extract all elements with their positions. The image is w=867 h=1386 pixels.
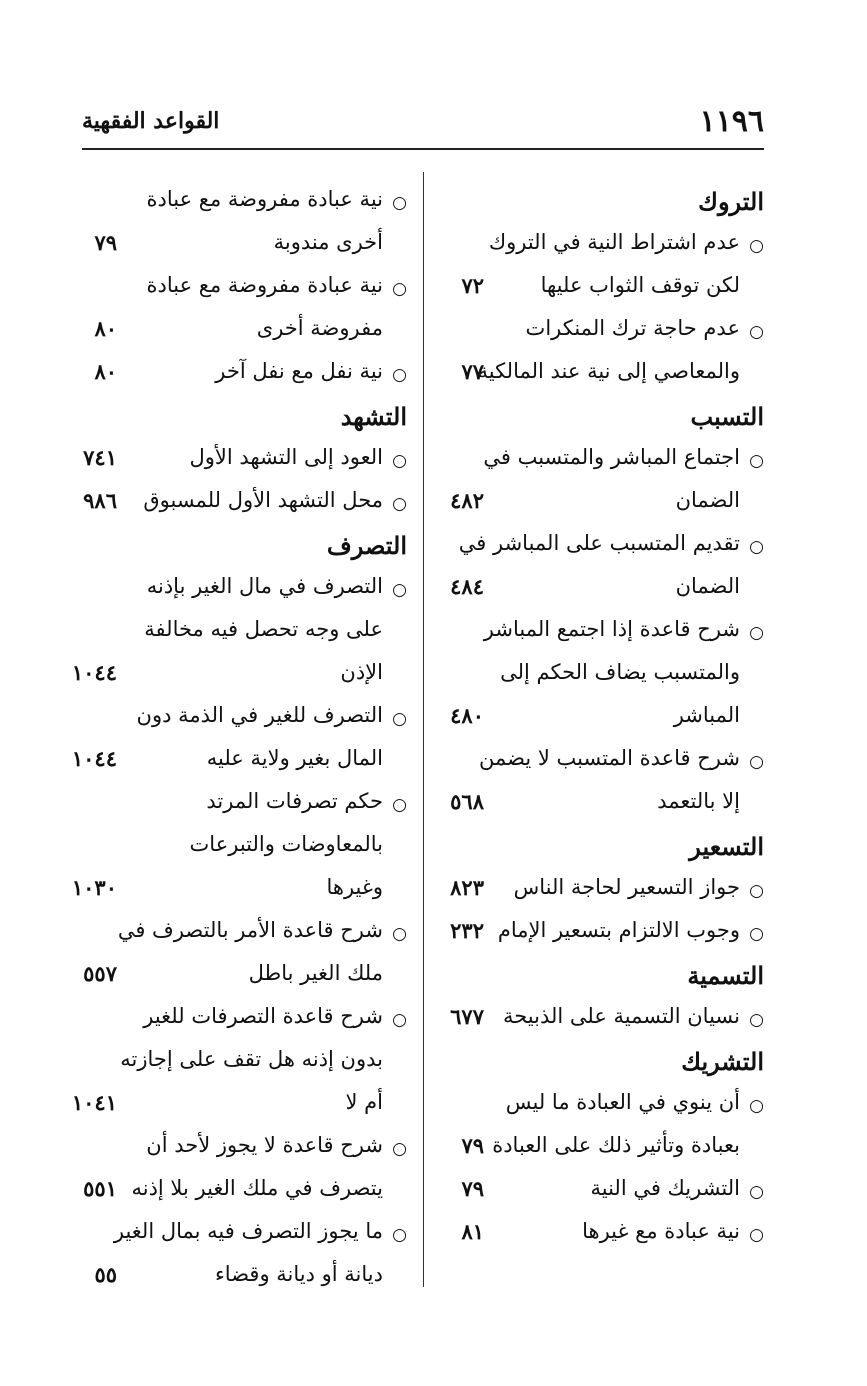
entry-page-number: ٧٤١ bbox=[83, 445, 117, 470]
entry-page-number: ٤٨٢ bbox=[450, 488, 484, 513]
entry-page-number: ١٠٣٠ bbox=[71, 875, 117, 900]
entry-text: تقديم المتسبب على المباشر في bbox=[458, 531, 740, 555]
entry-text: بدون إذنه هل تقف على إجازته bbox=[120, 1047, 383, 1071]
entry-page-number: ٥٥ bbox=[94, 1262, 117, 1287]
bullet-icon: ○ bbox=[392, 1225, 407, 1245]
section-heading: التروك bbox=[698, 187, 764, 216]
entry-page-number: ٦٧٧ bbox=[450, 1004, 484, 1029]
entry-text: محل التشهد الأول للمسبوق bbox=[143, 488, 383, 512]
column-divider bbox=[423, 172, 424, 1287]
entry-text: أن ينوي في العبادة ما ليس bbox=[505, 1090, 740, 1114]
entry-text: أخرى مندوبة bbox=[273, 230, 383, 254]
entry-page-number: ١٠٤٤ bbox=[71, 746, 117, 771]
entry-page-number: ٩٨٦ bbox=[83, 488, 117, 513]
bullet-icon: ○ bbox=[392, 709, 407, 729]
entry-page-number: ٧٩ bbox=[461, 1133, 484, 1158]
page-header bbox=[82, 104, 764, 144]
bullet-icon: ○ bbox=[392, 451, 407, 471]
entry-page-number: ٧٢ bbox=[461, 273, 484, 298]
entry-text: شرح قاعدة التصرفات للغير bbox=[143, 1004, 383, 1028]
entry-page-number: ٨١ bbox=[461, 1219, 484, 1244]
bullet-icon: ○ bbox=[392, 795, 407, 815]
bullet-icon: ○ bbox=[749, 752, 764, 772]
entry-text: وجوب الالتزام بتسعير الإمام bbox=[497, 918, 740, 942]
entry-text: شرح قاعدة إذا اجتمع المباشر bbox=[483, 617, 740, 641]
entry-text: التشريك في النية bbox=[590, 1176, 740, 1200]
entry-text: المباشر bbox=[673, 703, 740, 727]
entry-text: شرح قاعدة المتسبب لا يضمن bbox=[479, 746, 740, 770]
entry-page-number: ٧٧ bbox=[461, 359, 484, 384]
bullet-icon: ○ bbox=[749, 1182, 764, 1202]
bullet-icon: ○ bbox=[749, 1225, 764, 1245]
section-heading: التسمية bbox=[687, 961, 764, 990]
entry-text: العود إلى التشهد الأول bbox=[189, 445, 383, 469]
entry-text: نية نفل مع نفل آخر bbox=[215, 359, 383, 383]
entry-text: نية عبادة مفروضة مع عبادة bbox=[146, 273, 383, 297]
entry-text: والمتسبب يضاف الحكم إلى bbox=[500, 660, 740, 684]
bullet-icon: ○ bbox=[749, 1096, 764, 1116]
entry-text: يتصرف في ملك الغير بلا إذنه bbox=[131, 1176, 383, 1200]
entry-text: على وجه تحصل فيه مخالفة bbox=[144, 617, 383, 641]
entry-text: ملك الغير باطل bbox=[248, 961, 383, 985]
entry-text: نسيان التسمية على الذبيحة bbox=[502, 1004, 740, 1028]
entry-page-number: ٧٩ bbox=[94, 230, 117, 255]
entry-text: أم لا bbox=[345, 1090, 383, 1114]
bullet-icon: ○ bbox=[392, 924, 407, 944]
bullet-icon: ○ bbox=[392, 365, 407, 385]
entry-text: التصرف للغير في الذمة دون bbox=[136, 703, 383, 727]
entry-text: عدم اشتراط النية في التروك bbox=[488, 230, 740, 254]
entry-page-number: ٤٨٠ bbox=[450, 703, 484, 728]
entry-text: الإذن bbox=[340, 660, 383, 684]
entry-text: عدم حاجة ترك المنكرات bbox=[525, 316, 740, 340]
entry-text: المال بغير ولاية عليه bbox=[206, 746, 383, 770]
entry-page-number: ١٠٤٤ bbox=[71, 660, 117, 685]
bullet-icon: ○ bbox=[749, 881, 764, 901]
entry-text: ديانة أو ديانة وقضاء bbox=[214, 1262, 383, 1286]
entry-text: بالمعاوضات والتبرعات bbox=[189, 832, 383, 856]
entry-text: بعبادة وتأثير ذلك على العبادة bbox=[492, 1133, 740, 1157]
entry-page-number: ٨٠ bbox=[94, 316, 117, 341]
entry-text: ما يجوز التصرف فيه بمال الغير bbox=[113, 1219, 383, 1243]
entry-text: وغيرها bbox=[326, 875, 383, 899]
bullet-icon: ○ bbox=[392, 193, 407, 213]
entry-text: الضمان bbox=[675, 574, 740, 598]
bullet-icon: ○ bbox=[392, 580, 407, 600]
bullet-icon: ○ bbox=[392, 279, 407, 299]
entry-text: الضمان bbox=[675, 488, 740, 512]
bullet-icon: ○ bbox=[749, 451, 764, 471]
entry-text: نية عبادة مفروضة مع عبادة bbox=[146, 187, 383, 211]
section-heading: التصرف bbox=[326, 531, 407, 560]
entry-page-number: ٥٦٨ bbox=[450, 789, 484, 814]
book-title: القواعد الفقهية bbox=[82, 108, 220, 134]
entry-text: والمعاصي إلى نية عند المالكية bbox=[477, 359, 740, 383]
bullet-icon: ○ bbox=[749, 236, 764, 256]
entry-page-number: ٢٣٢ bbox=[450, 918, 484, 943]
bullet-icon: ○ bbox=[749, 924, 764, 944]
section-heading: التشهد bbox=[340, 402, 407, 431]
header-rule bbox=[82, 148, 764, 150]
entry-text: حكم تصرفات المرتد bbox=[206, 789, 383, 813]
entry-page-number: ٥٥١ bbox=[83, 1176, 117, 1201]
section-heading: التسبب bbox=[690, 402, 764, 431]
bullet-icon: ○ bbox=[749, 623, 764, 643]
section-heading: التسعير bbox=[689, 832, 764, 861]
entry-text: اجتماع المباشر والمتسبب في bbox=[483, 445, 740, 469]
entry-text: شرح قاعدة لا يجوز لأحد أن bbox=[146, 1133, 383, 1157]
entry-text: جواز التسعير لحاجة الناس bbox=[513, 875, 740, 899]
bullet-icon: ○ bbox=[749, 537, 764, 557]
page-number: ١١٩٦ bbox=[699, 104, 764, 139]
entry-page-number: ١٠٤١ bbox=[71, 1090, 117, 1115]
entry-page-number: ٨٢٣ bbox=[450, 875, 484, 900]
entry-page-number: ٨٠ bbox=[94, 359, 117, 384]
section-heading: التشريك bbox=[681, 1047, 764, 1076]
bullet-icon: ○ bbox=[392, 1010, 407, 1030]
entry-page-number: ٥٥٧ bbox=[83, 961, 117, 986]
entry-text: نية عبادة مع غيرها bbox=[582, 1219, 740, 1243]
entry-text: مفروضة أخرى bbox=[256, 316, 383, 340]
bullet-icon: ○ bbox=[392, 1139, 407, 1159]
bullet-icon: ○ bbox=[749, 322, 764, 342]
entry-text: لكن توقف الثواب عليها bbox=[540, 273, 740, 297]
entry-text: إلا بالتعمد bbox=[657, 789, 740, 813]
entry-page-number: ٧٩ bbox=[461, 1176, 484, 1201]
entry-page-number: ٤٨٤ bbox=[450, 574, 484, 599]
bullet-icon: ○ bbox=[749, 1010, 764, 1030]
entry-text: التصرف في مال الغير بإذنه bbox=[146, 574, 383, 598]
entry-text: شرح قاعدة الأمر بالتصرف في bbox=[117, 918, 383, 942]
bullet-icon: ○ bbox=[392, 494, 407, 514]
